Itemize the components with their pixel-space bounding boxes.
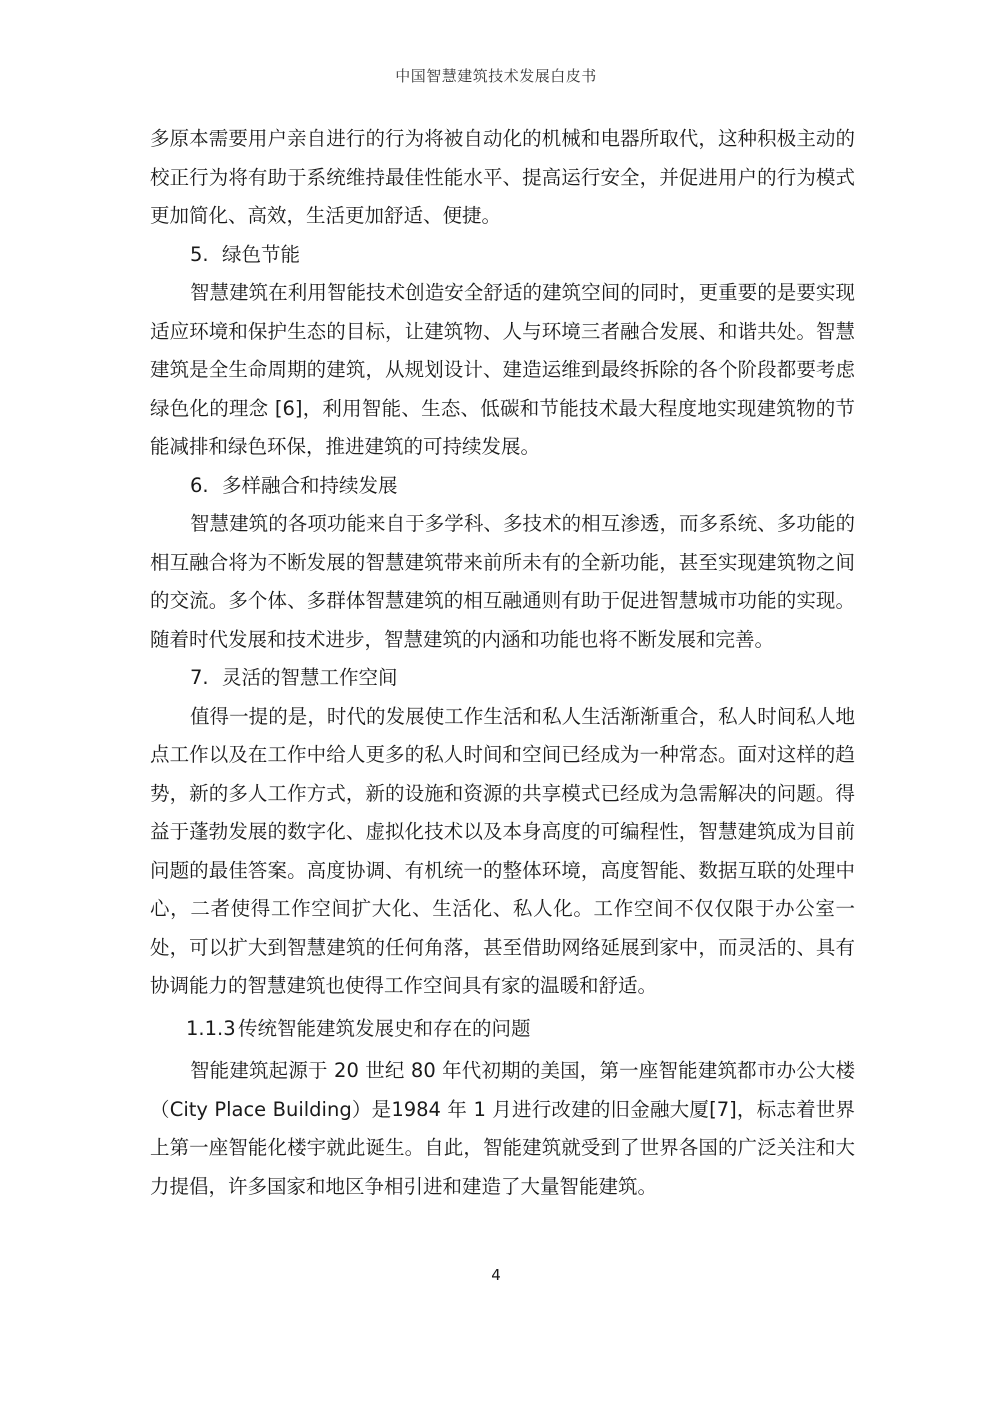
section-heading-green-energy: [150, 236, 855, 275]
heading-text: 灵活的智慧工作空间: [222, 666, 398, 689]
heading-text: 绿色节能: [222, 242, 301, 266]
subsection-number: 1.1.3: [186, 1016, 236, 1040]
heading-number: 6.: [190, 473, 209, 497]
heading-number: 5.: [190, 242, 209, 266]
paragraph-continued: 多原本需要用户亲自进行的行为将被自动化的机械和电器所取代，这种积极主动的校正行为将有助于系统维持最佳性能水平、提高运行安全，并促进用户的行为模式更加简化、高效，生活更加舒适、便捷。: [150, 127, 855, 227]
paragraph-integration: 智慧建筑的各项功能来自于多学科、多技术的相互渗透，而多系统、多功能的相互融合将为不断发展的智慧建筑带来前所未有的全新功能，甚至实现建筑物之间的交流。多个体、多群体智慧建筑的相互融通则有助于促进智慧城市功能的实现。随着时代发展和技术进步，智慧建筑的内涵和功能也将不断发展和完善。: [150, 512, 855, 651]
paragraph-green-energy: 智慧建筑在利用智能技术创造安全舒适的建筑空间的同时，更重要的是要实现适应环境和保护生态的目标，让建筑物、人与环境三者融合发展、和谐共处。智慧建筑是全生命周期的建筑，从规划设计、建造运维到最终拆除的各个阶段都要考虑绿色化的理念 [6]，利用智能、生态、低碳和节能技术最大程度地实现建筑物的节能减排和绿色环保，推进建筑的可持续发展。: [150, 281, 855, 458]
heading-number: 7.: [190, 666, 209, 689]
section-heading-workspace: [150, 659, 855, 698]
paragraph-workspace: 值得一提的是，时代的发展使工作生活和私人生活渐渐重合，私人时间私人地点工作以及在工作中给人更多的私人时间和空间已经成为一种常态。面对这样的趋势，新的多人工作方式，新的设施和资源的共享模式已经成为急需解决的问题。得益于蓬勃发展的数字化、虚拟化技术以及本身高度的可编程性，智慧建筑成为目前问题的最佳答案。高度协调、有机统一的整体环境，高度智能、数据互联的处理中心，二者使得工作空间扩大化、生活化、私人化。工作空间不仅仅限于办公室一处，可以扩大到智慧建筑的任何角落，甚至借助网络延展到家中，而灵活的、具有协调能力的智慧建筑也使得工作空间具有家的温暖和舒适。: [150, 704, 855, 997]
running-header: 中国智慧建筑技术发展白皮书: [395, 67, 597, 85]
page-number: 4: [491, 1266, 501, 1284]
paragraph-history: 智能建筑起源于 20 世纪 80 年代初期的美国，第一座智能建筑都市办公大楼（City Place Building）是1984 年 1 月进行改建的旧金融大厦[7]，标志着世界上第一座智能化楼宇就此诞生。自此，智能建筑就受到了世界各国的广泛关注和大力提倡，许多国家和地区争相引进和建造了大量智能建筑。: [150, 1059, 855, 1198]
subsection-heading-history: [150, 1010, 855, 1049]
heading-text: 多样融合和持续发展: [222, 473, 398, 497]
section-heading-integration: [150, 467, 855, 506]
subsection-text: 传统智能建筑发展史和存在的问题: [238, 1016, 531, 1040]
document-body: [150, 120, 855, 1206]
